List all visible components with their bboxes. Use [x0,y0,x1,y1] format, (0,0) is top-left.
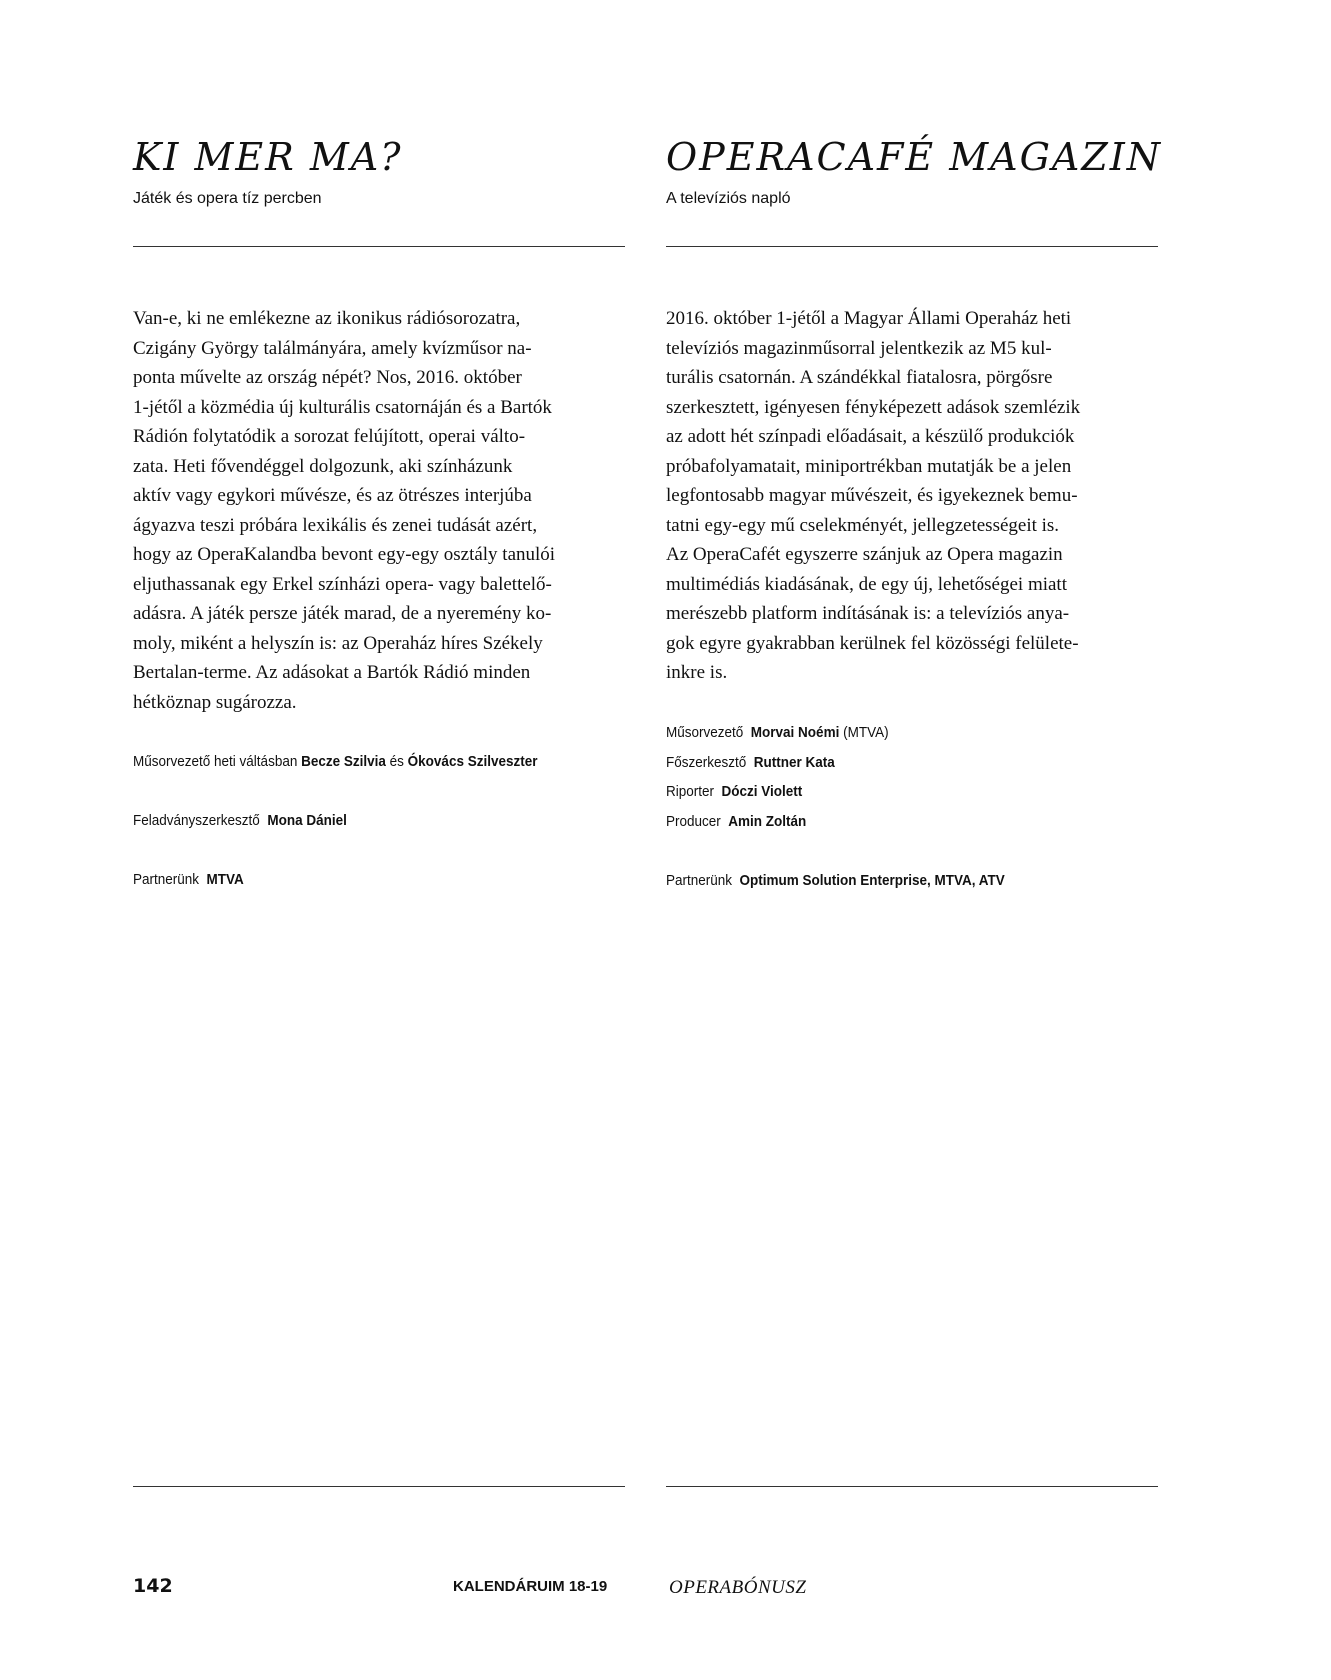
credit-label: Riporter [666,783,715,800]
body-line: ponta művelte az ország népét? Nos, 2016. október [133,367,522,388]
left-bottom-divider [133,1486,625,1487]
credit-value: Mona Dániel [267,812,347,829]
credit-value: Becze Szilvia [301,753,386,770]
credit-value: Morvai Noémi [750,724,840,741]
credit-label: Producer [666,812,721,830]
credit-suffix: (MTVA) [843,724,889,741]
right-credits [666,718,1158,895]
body-line: hogy az OperaKalandba bevont egy-egy osztály tanulói [133,544,556,565]
credit-label: Partnerünk [666,871,733,889]
left-credits [133,747,625,895]
credit-label: Műsorvezető heti váltásban [133,753,298,770]
body-line: Bertalan-terme. Az adásokat a Bartók Rádió minden [133,662,531,683]
credit-value: MTVA [206,871,244,888]
publication-name: KALENDÁRUIM 18-19 [453,1578,608,1595]
body-line: szerkesztett, igényesen fényképezett adások szemlézik [666,396,1081,418]
credit-label: Feladványszerkesztő [133,812,260,829]
body-line: aktív vagy egykori művésze, és az ötrészes interjúba [133,485,532,506]
credit-value: Amin Zoltán [728,812,807,830]
right-bottom-divider [666,1486,1158,1487]
body-line: Van-e, ki ne emlékezne az ikonikus rádiósorozatra, [133,308,521,329]
body-line: zata. Heti fővendéggel dolgozunk, aki színházunk [133,455,513,477]
body-line: gok egyre gyakrabban kerülnek fel közösségi felülete- [666,632,1079,654]
body-line: legfontosabb magyar művészeit, és igyekeznek bemu- [666,485,1078,506]
body-line: Rádión folytatódik a sorozat felújított, operai válto- [133,426,526,447]
body-line: 1-jétől a közmédia új kulturális csatornáján és a Bartók [133,396,552,418]
body-line: hétköznap sugározza. [133,691,297,713]
right-article-title: OPERACAFÉ MAGAZIN [666,135,1163,179]
credit-label: Partnerünk [133,871,200,888]
credit-partner [133,865,576,895]
credit-conjunction: és [389,753,404,770]
right-article-subtitle: A televíziós napló [666,190,791,207]
body-line: multimédiás kiadásának, de egy új, lehetőségei miatt [666,573,1067,595]
left-article-subtitle: Játék és opera tíz percben [133,190,322,207]
body-line: Az OperaCafét egyszerre szánjuk az Opera magazin [666,544,1063,565]
credit-value: Ókovács Szilveszter [407,753,538,770]
credit-producer [666,807,1109,837]
credit-value: Ruttner Kata [753,753,835,771]
body-line: ágyazva teszi próbára lexikális és zenei tudását azért, [133,514,538,536]
left-top-divider [133,246,625,247]
right-article-body [666,304,1158,688]
right-top-divider [666,246,1158,247]
credit-value: Dóczi Violett [721,783,803,800]
credit-reporter [666,777,1109,807]
body-line: eljuthassanak egy Erkel színházi opera- vagy balettelő- [133,573,552,595]
credit-label: Főszerkesztő [666,753,747,771]
body-line: adásra. A játék persze játék marad, de a nyeremény ko- [133,603,552,624]
body-line: inkre is. [666,662,728,683]
credit-chief-editor [666,748,1109,778]
body-line: moly, miként a helyszín is: az Operaház híres Székely [133,632,543,654]
body-line: próbafolyamatait, miniportrékban mutatják be a jelen [666,455,1072,477]
body-line: Czigány György találmányára, amely kvízműsor na- [133,337,532,359]
credit-partner [666,866,1109,896]
credit-host [666,718,1109,748]
left-article-title: KI MER MA? [133,135,403,179]
credit-label: Műsorvezető [666,724,744,741]
credit-host [133,747,576,777]
section-name: OPERABÓNUSZ [669,1577,807,1598]
page-number: 142 [133,1575,173,1597]
credit-editor [133,806,576,836]
body-line: 2016. október 1-jétől a Magyar Állami Operaház heti [666,308,1072,329]
left-article-body [133,304,625,717]
body-line: tatni egy-egy mű cselekményét, jellegzetességeit is. [666,514,1060,536]
credit-value: Optimum Solution Enterprise, MTVA, ATV [739,871,1005,889]
body-line: merészebb platform indításának is: a televíziós anya- [666,603,1070,624]
body-line: az adott hét színpadi előadásait, a készülő produkciók [666,426,1075,447]
body-line: turális csatornán. A szándékkal fiatalosra, pörgősre [666,367,1053,388]
body-line: televíziós magazinműsorral jelentkezik az M5 kul- [666,337,1052,359]
